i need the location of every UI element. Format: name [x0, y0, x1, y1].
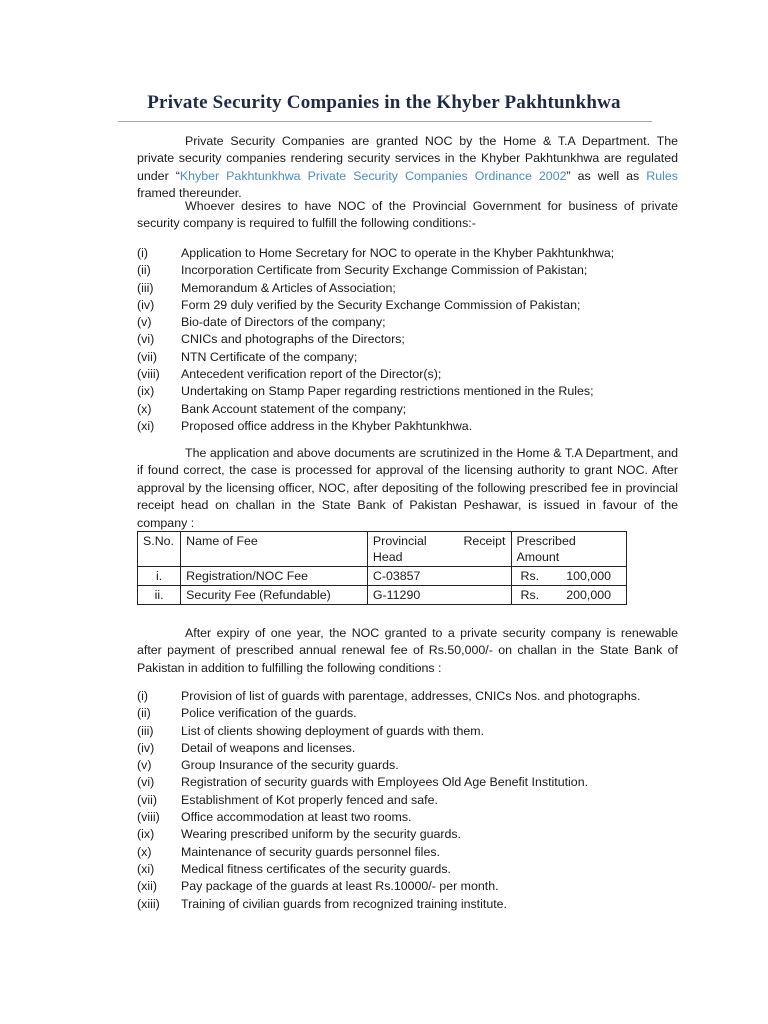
list-item: (iv) Form 29 duly verified by the Security Exchange Commission of Pakistan;: [137, 297, 581, 312]
list-item: (vi) Registration of security guards with Employees Old Age Benefit Institution.: [137, 775, 589, 790]
list-item: (viii) Antecedent verification report of the Director(s);: [137, 367, 442, 382]
title-divider: [118, 121, 652, 122]
list-item: (vi) CNICs and photographs of the Directors;: [137, 332, 405, 347]
list-item: (ix) Undertaking on Stamp Paper regarding restrictions mentioned in the Rules;: [137, 384, 594, 399]
intro-text-middle: ” as well as: [566, 168, 647, 183]
list-item: (viii) Office accommodation at least two rooms.: [137, 810, 412, 825]
page-title: Private Security Companies in the Khyber Pakhtunkhwa: [147, 92, 621, 113]
table-row: i. Registration/NOC Fee C-03857 Rs. 100,000: [138, 567, 627, 586]
list-item: (i) Provision of list of guards with parentage, addresses, CNICs Nos. and photographs.: [137, 689, 641, 703]
table-header-row: [138, 532, 627, 567]
intro-paragraph: [137, 133, 678, 203]
processing-paragraph: The application and above documents are scrutinized in the Home & T.A Department, and if found correct, the case is processed for approval of the licensing authority to grant NOC. After approval by the licensing officer, NOC, after depositing of the following prescribed fee in provincial receipt head on challan in the State Bank of Pakistan Peshawar, is issued in favour of the company :: [137, 446, 678, 530]
list-item: (vii) NTN Certificate of the company;: [137, 349, 358, 364]
intro-text-start: Private Security Companies are granted NOC by the Home & T.A Department. The private security companies rendering security services in the Khyber Pakhtunkhwa are regulated under “: [137, 134, 678, 183]
table-row: ii. Security Fee (Refundable) G-11290 Rs. 200,000: [138, 586, 627, 605]
noc-conditions-list: [137, 245, 678, 435]
renewal-paragraph: After expiry of one year, the NOC granted to a private security company is renewable after payment of prescribed annual renewal fee of Rs.50,000/- on challan in the State Bank of Pakistan in addition to fulfilling the following conditions :: [137, 626, 678, 675]
list-item: (ii) Incorporation Certificate from Security Exchange Commission of Pakistan;: [137, 263, 588, 278]
list-item: (i) Application to Home Secretary for NOC to operate in the Khyber Pakhtunkhwa;: [137, 246, 615, 260]
list-item: (iii) Memorandum & Articles of Association;: [137, 280, 396, 295]
rules-link[interactable]: Rules: [646, 168, 678, 183]
list-item: (xi) Proposed office address in the Khyber Pakhtunkhwa.: [137, 418, 473, 433]
header-fee-name: Name of Fee: [181, 532, 368, 567]
list-item: (iii) List of clients showing deployment of guards with them.: [137, 723, 485, 738]
header-sno: S.No.: [138, 532, 181, 567]
fee-table: [137, 531, 627, 605]
list-item: (v) Group Insurance of the security guards.: [137, 758, 399, 773]
list-item: (v) Bio-date of Directors of the company;: [137, 315, 386, 330]
list-item: (ix) Wearing prescribed uniform by the security guards.: [137, 827, 462, 842]
header-amount: Prescribed Amount: [511, 532, 627, 567]
list-item: (x) Bank Account statement of the company;: [137, 401, 407, 416]
list-item: (x) Maintenance of security guards personnel files.: [137, 844, 440, 859]
list-item: (iv) Detail of weapons and licenses.: [137, 740, 356, 755]
list-item: (xi) Medical fitness certificates of the security guards.: [137, 861, 451, 876]
noc-requirements-paragraph: Whoever desires to have NOC of the Provincial Government for business of private security company is required to fulfill the following conditions:-: [137, 199, 678, 231]
list-item: (vii) Establishment of Kot properly fenced and safe.: [137, 792, 438, 807]
ordinance-link[interactable]: Khyber Pakhtunkhwa Private Security Companies Ordinance 2002: [179, 168, 567, 183]
list-item: (ii) Police verification of the guards.: [137, 706, 357, 721]
intro-text-end: framed thereunder.: [137, 186, 242, 201]
list-item: (xiii) Training of civilian guards from recognized training institute.: [137, 896, 507, 911]
header-receipt-head: Provincial Receipt Head: [367, 532, 511, 567]
renewal-conditions-list: [137, 688, 678, 913]
list-item: (xii) Pay package of the guards at least Rs.10000/- per month.: [137, 879, 499, 894]
